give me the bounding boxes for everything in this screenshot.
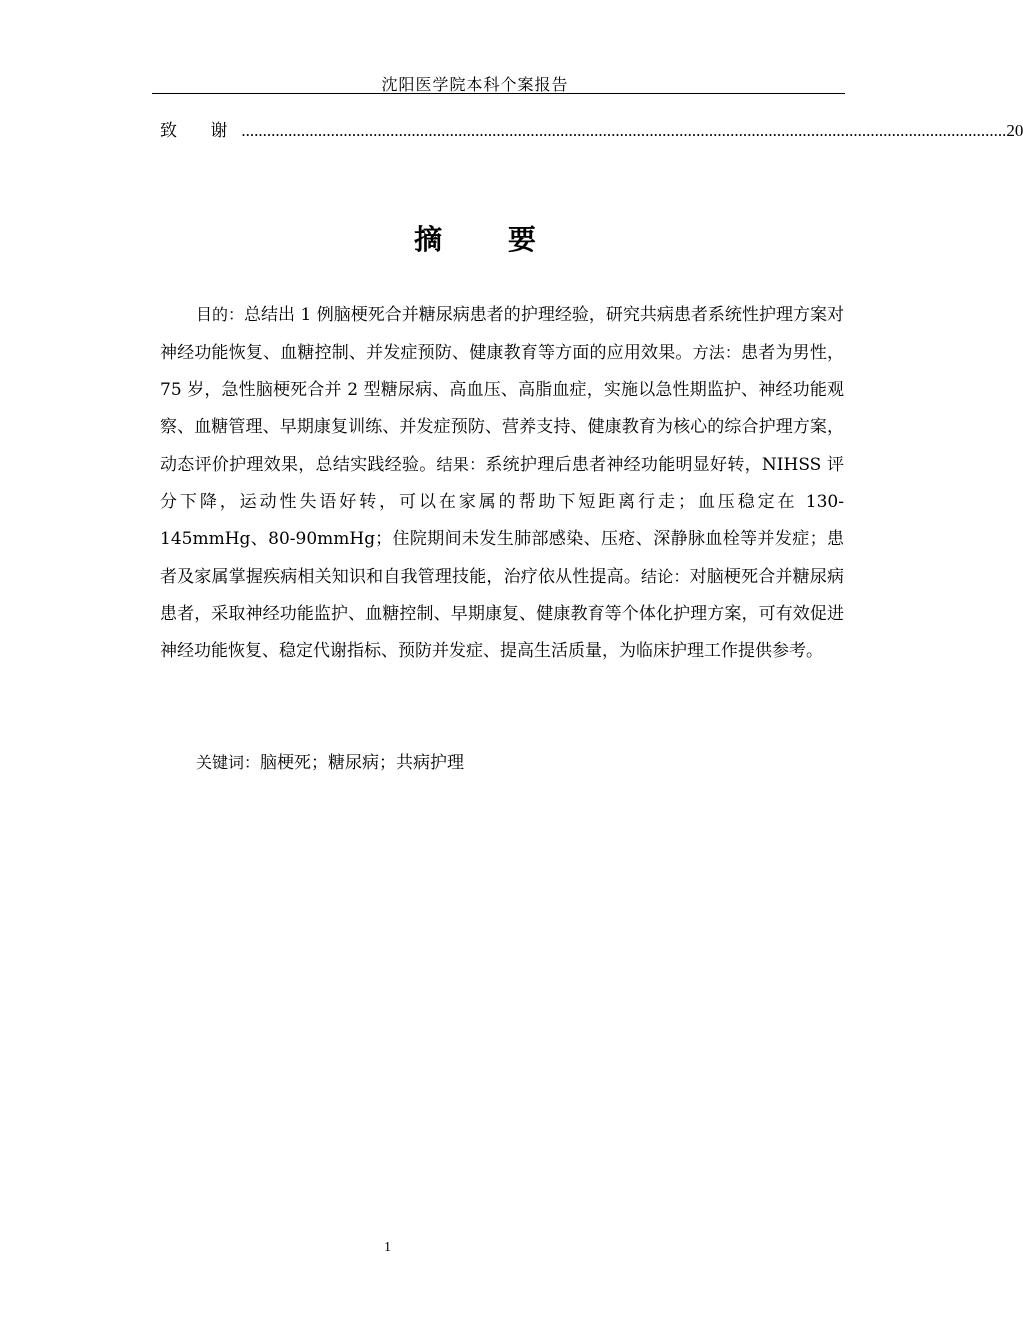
keywords-line [196,744,464,782]
header-rule [152,93,845,94]
toc-entry-page: 20 [1006,121,1023,140]
method-label: 方法： [692,343,742,362]
keywords-text: 脑梗死；糖尿病；共病护理 [260,753,465,773]
result-text: 系统护理后患者神经功能明显好转，NIHSS 评分下降，运动性失语好转，可以在家属的帮助下短距离行走；血压稳定在 130-145mmHg、80-90mmHg；住院期间未发生肺部感染、压疮、深静脉血栓等并发症；患者及家属掌握疾病相关知识和自我管理技能，治疗依从性提高。 [160,455,845,587]
toc-entry-leader: .................................................................................................................................................................................... [241,121,1007,140]
toc-entry-label: 致 谢 [160,121,242,141]
running-header-title: 沈阳医学院本科个案报告 [381,75,569,94]
conclusion-label: 结论： [641,567,690,586]
toc-entry [160,116,1023,141]
method-text: 患者为男性，75 岁，急性脑梗死合并 2 型糖尿病、高血压、高脂血症，实施以急性期监护、神经功能观察、血糖管理、早期康复训练、并发症预防、营养支持、健康教育为核心的综合护理方案，动态评价护理效果，总结实践经验。 [160,343,845,475]
abstract-title: 摘 要 [414,223,564,256]
objective-label: 目的： [196,305,245,324]
conclusion-text: 对脑梗死合并糖尿病患者，采取神经功能监护、血糖控制、早期康复、健康教育等个体化护理方案，可有效促进神经功能恢复、稳定代谢指标、预防并发症、提高生活质量，为临床护理工作提供参考。 [160,567,844,661]
page-number: 1 [384,1240,391,1255]
objective-text: 总结出 1 例脑梗死合并糖尿病患者的护理经验，研究共病患者系统性护理方案对神经功能恢复、血糖控制、并发症预防、健康教育等方面的应用效果。 [160,305,844,363]
keywords-label: 关键词： [196,753,261,772]
result-label: 结果： [436,455,486,474]
abstract-body [160,296,844,670]
